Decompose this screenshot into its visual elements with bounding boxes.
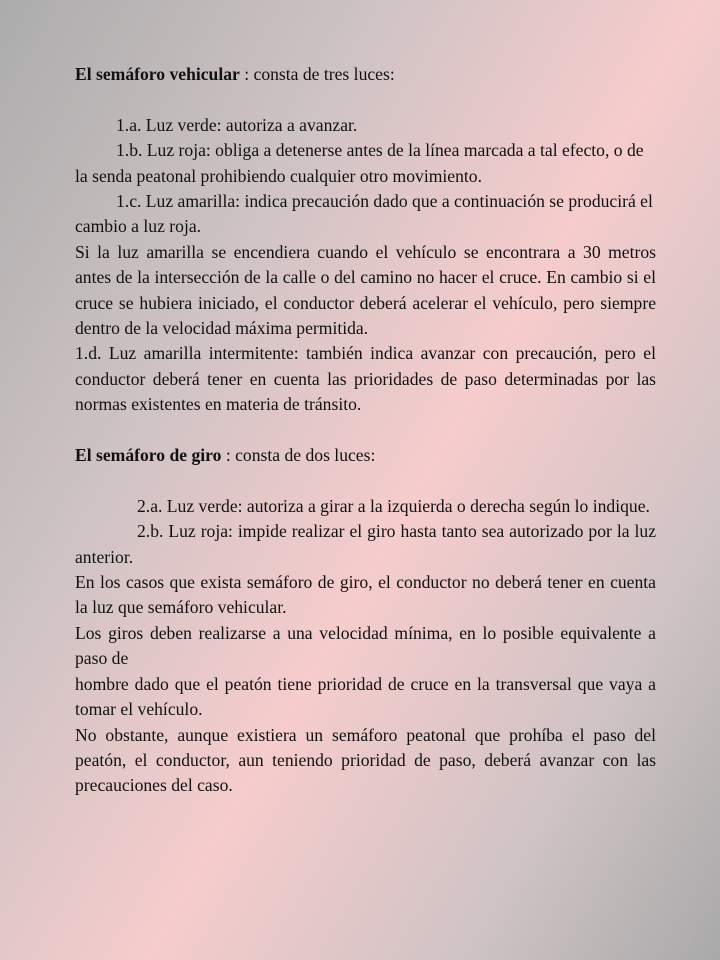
section2-heading-rest: : consta de dos luces:	[221, 445, 376, 466]
note-amarilla: Si la luz amarilla se encendiera cuando el vehículo se encontrara a 30 metros antes de la intersección de la calle o del camino no hacer el cruce. En cambio si el cruce se hubiera iniciado, el conductor deberá acelerar el vehículo, pero siempre dentro de la velocidad máxima permitida.	[75, 241, 656, 339]
item-1d: 1.d. Luz amarilla intermitente: también indica avanzar con precaución, pero el conductor deberá tener en cuenta las prioridades de paso determinadas por las normas existentes en materia de tránsito.	[75, 343, 656, 415]
item-2b: 2.b. Luz roja: impide realizar el giro hasta tanto sea autorizado por la luz anterior.	[75, 521, 656, 567]
item-2a: 2.a. Luz verde: autoriza a girar a la izquierda o derecha según lo indique.	[137, 495, 650, 516]
section1-heading-bold: El semáforo vehicular	[75, 64, 240, 84]
section2-heading-bold: El semáforo de giro	[75, 445, 222, 466]
section1-heading	[75, 62, 656, 87]
section1-heading-rest: : consta de tres luces:	[239, 64, 395, 84]
paragraph-prioridad: hombre dado que el peatón tiene prioridad de cruce en la transversal que vaya a tomar el vehículo.	[75, 673, 656, 720]
paragraph-velocidad: Los giros deben realizarse a una velocidad mínima, en lo posible equivalente a paso de	[75, 622, 656, 669]
spacer	[75, 468, 656, 493]
paragraph-peatonal: No obstante, aunque existiera un semáforo peatonal que prohíba el paso del peatón, el conductor, aun teniendo prioridad de paso, deberá avanzar con las precauciones del caso.	[75, 724, 656, 796]
item-1b: 1.b. Luz roja: obliga a detenerse antes de la línea marcada a tal efecto, o de la senda peatonal prohibiendo cualquier otro movimiento.	[75, 140, 644, 186]
paragraph-giro-luz: En los casos que exista semáforo de giro, el conductor no deberá tener en cuenta la luz que semáforo vehicular.	[75, 572, 656, 618]
spacer	[75, 87, 656, 112]
item-1a: 1.a. Luz verde: autoriza a avanzar.	[116, 114, 358, 135]
document-body	[75, 62, 656, 799]
spacer	[75, 418, 656, 443]
item-1c: 1.c. Luz amarilla: indica precaución dado que a continuación se producirá el cambio a luz roja.	[75, 191, 653, 237]
section2-heading	[75, 443, 656, 468]
